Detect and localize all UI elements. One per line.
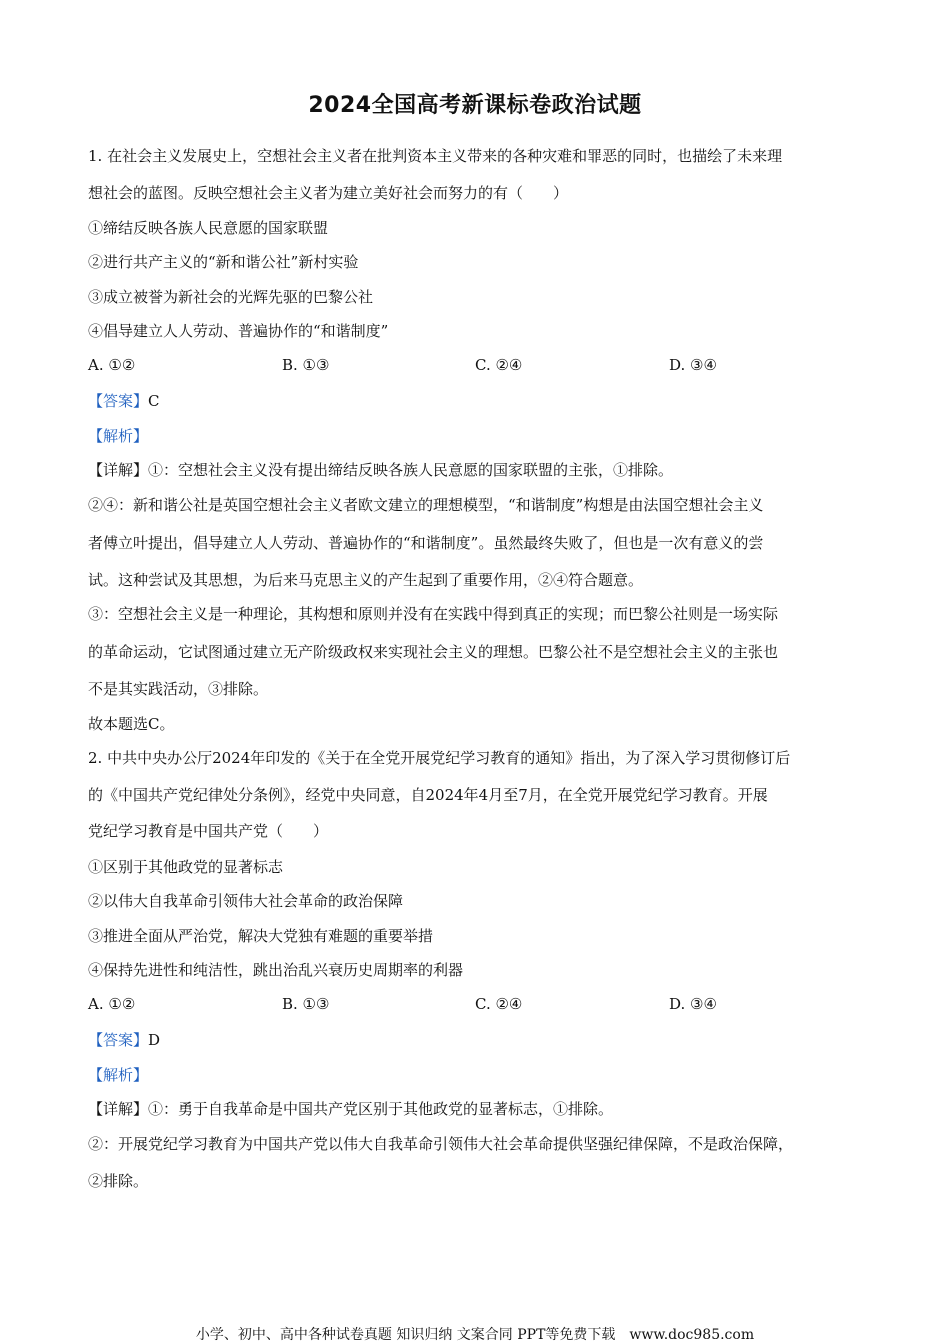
answer-value: C bbox=[148, 392, 160, 410]
q2-option-d: D. ③④ bbox=[669, 995, 717, 1013]
q1-detail-2-line-3: 试。这种尝试及其思想，为后来马克思主义的产生起到了重要作用，②④符合题意。 bbox=[88, 571, 644, 589]
q1-answer bbox=[88, 391, 868, 411]
q2-statement-4: ④保持先进性和纯洁性，跳出治乱兴衰历史周期率的利器 bbox=[88, 961, 464, 979]
answer-tag: 【答案】 bbox=[88, 1031, 149, 1049]
q2-detail-2-line-2: ②排除。 bbox=[88, 1172, 149, 1190]
q2-statement-3: ③推进全面从严治党，解决大党独有难题的重要举措 bbox=[88, 927, 434, 945]
q2-option-b: B. ①③ bbox=[282, 995, 330, 1013]
q1-stem-line-2: 想社会的蓝图。反映空想社会主义者为建立美好社会而努力的有（ ） bbox=[88, 184, 569, 202]
q2-detail-1 bbox=[88, 1099, 868, 1119]
q1-stem-line-1: 1. 在社会主义发展史上，空想社会主义者在批判资本主义带来的各种灾难和罪恶的同时，也描绘了未来理 bbox=[88, 147, 783, 165]
detail-text: ①：空想社会主义没有提出缔结反映各族人民意愿的国家联盟的主张，①排除。 bbox=[148, 461, 674, 479]
q2-stem-line-3: 党纪学习教育是中国共产党（ ） bbox=[88, 822, 329, 840]
q2-statement-1: ①区别于其他政党的显著标志 bbox=[88, 858, 284, 876]
q1-option-b: B. ①③ bbox=[282, 356, 330, 374]
q2-stem-line-2: 的《中国共产党纪律处分条例》，经党中央同意，自2024年4月至7月，在全党开展党纪学习教育。开展 bbox=[88, 786, 768, 804]
q1-statement-1: ①缔结反映各族人民意愿的国家联盟 bbox=[88, 219, 329, 237]
q1-detail-3-line-3: 不是其实践活动，③排除。 bbox=[88, 680, 269, 698]
q2-option-c: C. ②④ bbox=[475, 995, 523, 1013]
q2-option-a: A. ①② bbox=[88, 995, 136, 1013]
q1-option-d: D. ③④ bbox=[669, 356, 717, 374]
q1-detail-3-line-1: ③：空想社会主义是一种理论，其构想和原则并没有在实践中得到真正的实现；而巴黎公社则是一场实际 bbox=[88, 605, 779, 623]
q1-detail-2-line-2: 者傅立叶提出，倡导建立人人劳动、普遍协作的“和谐制度”。虽然最终失败了，但也是一次有意义的尝 bbox=[88, 534, 764, 552]
q1-option-c: C. ②④ bbox=[475, 356, 523, 374]
detail-text: ①：勇于自我革命是中国共产党区别于其他政党的显著标志，①排除。 bbox=[148, 1100, 614, 1118]
q1-analysis-tag bbox=[88, 426, 868, 446]
answer-tag: 【答案】 bbox=[88, 392, 149, 410]
analysis-tag: 【解析】 bbox=[88, 427, 149, 445]
q1-option-a: A. ①② bbox=[88, 356, 136, 374]
q1-statement-2: ②进行共产主义的“新和谐公社”新村实验 bbox=[88, 253, 359, 271]
page-title: 2024全国高考新课标卷政治试题 bbox=[308, 93, 642, 118]
q2-detail-2-line-1: ②：开展党纪学习教育为中国共产党以伟大自我革命引领伟大社会革命提供坚强纪律保障，不是政治保障， bbox=[88, 1135, 794, 1153]
detail-tag: 【详解】 bbox=[88, 1100, 149, 1118]
answer-value: D bbox=[148, 1031, 161, 1049]
q1-statement-4: ④倡导建立人人劳动、普遍协作的“和谐制度” bbox=[88, 322, 389, 340]
q2-analysis-tag bbox=[88, 1065, 868, 1085]
q2-statement-2: ②以伟大自我革命引领伟大社会革命的政治保障 bbox=[88, 892, 404, 910]
q1-detail-3-line-2: 的革命运动，它试图通过建立无产阶级政权来实现社会主义的理想。巴黎公社不是空想社会主义的主张也 bbox=[88, 643, 779, 661]
q1-conclusion: 故本题选C。 bbox=[88, 715, 175, 733]
q1-detail-2-line-1: ②④：新和谐公社是英国空想社会主义者欧文建立的理想模型，“和谐制度”构想是由法国空想社会主义 bbox=[88, 496, 764, 514]
detail-tag: 【详解】 bbox=[88, 461, 149, 479]
q2-answer bbox=[88, 1030, 868, 1050]
q2-stem-line-1: 2. 中共中央办公厅2024年印发的《关于在全党开展党纪学习教育的通知》指出，为了深入学习贯彻修订后 bbox=[88, 749, 791, 767]
q1-statement-3: ③成立被誉为新社会的光辉先驱的巴黎公社 bbox=[88, 288, 374, 306]
analysis-tag: 【解析】 bbox=[88, 1066, 149, 1084]
q1-detail-1 bbox=[88, 460, 868, 480]
page-footer: 小学、初中、高中各种试卷真题 知识归纳 文案合同 PPT等免费下载 www.doc985.com bbox=[195, 1327, 755, 1343]
